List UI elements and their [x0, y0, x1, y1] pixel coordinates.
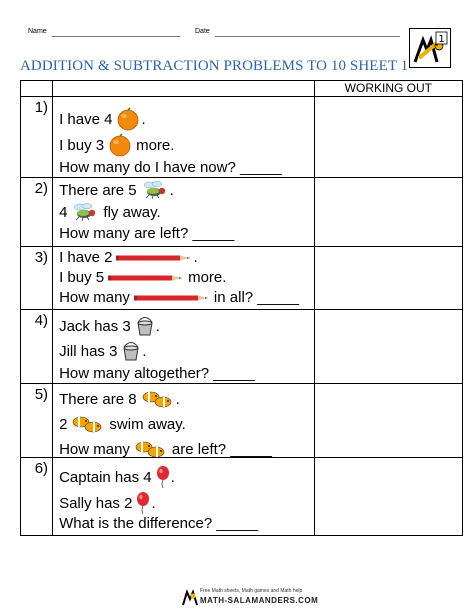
problem-text: I have 2 [59, 249, 113, 266]
header-blank-question [53, 81, 315, 97]
problem-line [59, 414, 186, 434]
problem-text-after: more. [136, 136, 175, 154]
bucket-icon [121, 341, 141, 361]
problem-line [59, 225, 234, 242]
problem-line [59, 439, 272, 459]
clownfish-icon [71, 414, 105, 434]
orange-icon [116, 107, 140, 131]
salamander-logo [409, 28, 451, 68]
fly-icon [141, 181, 169, 199]
problem-text-after: are left? _____ [171, 440, 272, 458]
clownfish-icon [141, 389, 175, 409]
problem-text-after: . [155, 317, 160, 335]
pencil-icon [116, 254, 192, 262]
problem-text: How many altogether? _____ [59, 365, 256, 382]
problem-number: 6) [34, 460, 49, 477]
footer-salamander-logo [182, 588, 198, 606]
problem-text: Jill has 3 [59, 342, 118, 360]
problem-text: Sally has 2 [59, 494, 133, 512]
problem-line [59, 269, 226, 286]
problem-line [59, 203, 161, 221]
problem-cell [53, 97, 315, 178]
problem-cell [53, 310, 315, 384]
problem-text: There are 8 [59, 390, 137, 408]
problem-text: What is the difference? _____ [59, 515, 259, 532]
problem-row [21, 384, 463, 458]
working-out-cell[interactable] [314, 178, 462, 247]
name-line [52, 36, 180, 37]
name-label: Name [28, 28, 47, 35]
working-out-cell[interactable] [314, 310, 462, 384]
bucket-icon [135, 316, 155, 336]
problem-cell [53, 458, 315, 536]
problem-text: Jack has 3 [59, 317, 131, 335]
problem-cell [53, 247, 315, 310]
problem-line [59, 249, 198, 266]
problem-cell [53, 384, 315, 458]
problem-number: 2) [34, 180, 49, 197]
problem-line [59, 492, 156, 514]
problem-text-after: . [141, 110, 146, 128]
clownfish-icon [134, 439, 168, 459]
working-out-cell[interactable] [314, 97, 462, 178]
date-line [215, 36, 400, 37]
problem-line [59, 515, 258, 532]
balloon-icon [156, 466, 170, 488]
orange-icon [108, 133, 132, 157]
problem-line [59, 181, 174, 199]
problem-row [21, 97, 463, 178]
problem-line [59, 365, 255, 382]
date-label: Date [195, 28, 210, 35]
problem-row [21, 310, 463, 384]
pencil-icon [108, 274, 184, 282]
footer-tagline: Free Math sheets, Math games and Math help [200, 588, 303, 594]
problem-text-after: . [151, 494, 156, 512]
problem-line [59, 107, 146, 131]
problem-text: How many are left? _____ [59, 225, 235, 242]
problem-text-after: . [193, 249, 198, 266]
problem-cell [53, 178, 315, 247]
header-blank-num [21, 81, 53, 97]
problem-text: Captain has 4 [59, 468, 152, 486]
problem-number: 3) [34, 249, 49, 266]
problem-text-after: fly away. [103, 203, 161, 221]
working-out-cell[interactable] [314, 384, 462, 458]
problem-text: There are 5 [59, 181, 137, 199]
problem-line [59, 466, 175, 488]
problem-row [21, 458, 463, 536]
problem-line [59, 133, 174, 157]
problem-row [21, 178, 463, 247]
problem-number: 5) [34, 386, 49, 403]
problem-text: 2 [59, 415, 68, 433]
problem-line [59, 389, 180, 409]
problem-text: How many [59, 289, 130, 306]
problem-text-after: . [142, 342, 147, 360]
problem-table [20, 80, 463, 536]
problem-text: I buy 5 [59, 269, 105, 286]
problem-text: 4 [59, 203, 68, 221]
problem-text-after: in all? _____ [213, 289, 299, 306]
pencil-icon [134, 294, 210, 302]
problem-line [59, 341, 147, 361]
problem-text: I have 4 [59, 110, 113, 128]
balloon-icon [136, 492, 150, 514]
working-out-cell[interactable] [314, 458, 462, 536]
problem-text-after: more. [188, 269, 227, 286]
problem-text: How many [59, 440, 130, 458]
problem-text-after: swim away. [109, 415, 186, 433]
footer-brand: MATH-SALAMANDERS.COM [200, 596, 319, 605]
problem-text-after: . [169, 181, 174, 199]
fly-icon [71, 203, 99, 221]
problem-text-after: . [170, 468, 175, 486]
problem-text: I buy 3 [59, 136, 105, 154]
problem-number: 1) [34, 99, 49, 116]
problem-line [59, 316, 160, 336]
working-out-cell[interactable] [314, 247, 462, 310]
problem-row [21, 247, 463, 310]
working-out-header: WORKING OUT [314, 81, 462, 97]
page-title: ADDITION & SUBTRACTION PROBLEMS TO 10 SHEET 1 [20, 58, 409, 74]
logo-badge: 1 [438, 34, 445, 45]
problem-text: How many do I have now? _____ [59, 159, 282, 176]
problem-number: 4) [34, 312, 49, 329]
problem-line [59, 289, 299, 306]
problem-text-after: . [175, 390, 180, 408]
problem-line [59, 159, 282, 176]
